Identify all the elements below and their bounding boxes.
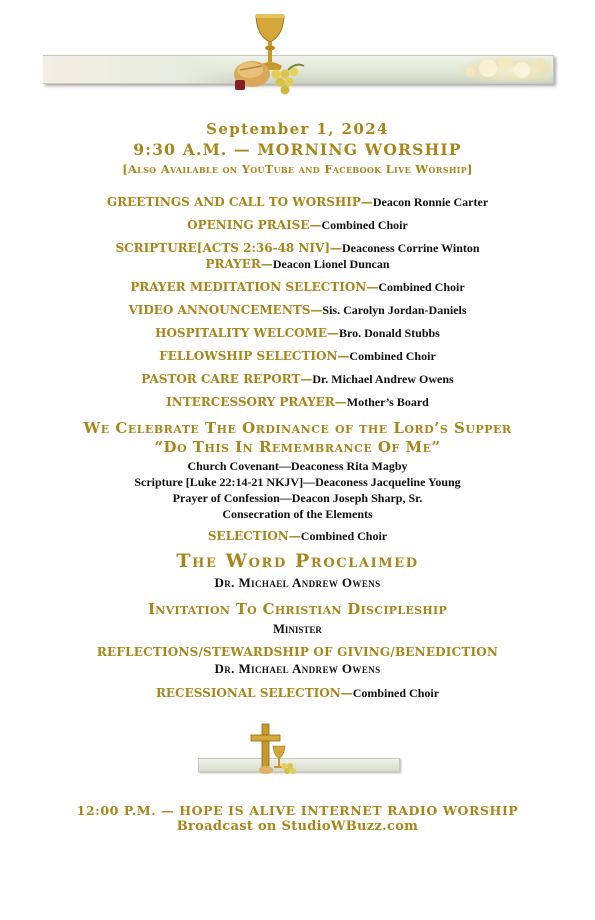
- program-value: Combined Choir: [349, 349, 436, 363]
- program-item-scripture: [0, 241, 595, 256]
- radio-worship: 12:00 P.M. — HOPE IS ALIVE INTERNET RADIO WORSHIP: [76, 803, 519, 818]
- chalice-icon: [256, 14, 284, 70]
- bread-icon: [259, 766, 273, 774]
- program-label: VIDEO ANNOUNCEMENTS—: [128, 303, 323, 317]
- program-item-fellowship: [0, 349, 595, 364]
- program-item-selection: [0, 529, 595, 544]
- program-value: Deacon Lionel Duncan: [272, 257, 390, 271]
- communion-art: [0, 0, 595, 110]
- program-label: FELLOWSHIP SELECTION—: [159, 349, 350, 363]
- program-value: Combined Choir: [352, 686, 440, 700]
- reflections-speaker: Dr. Michael Andrew Owens: [214, 661, 381, 676]
- broadcast-note: Broadcast on StudioWBuzz.com: [176, 819, 419, 834]
- ordinance-subtitle: “Do This In Remembrance Of Me”: [154, 438, 441, 456]
- program-label: GREETINGS AND CALL TO WORSHIP—: [106, 195, 373, 209]
- ordinance-title: We Celebrate The Ordinance of the Lord’s Supper: [83, 419, 512, 437]
- ordinance-item: Consecration of the Elements: [222, 507, 373, 521]
- program-value: Sis. Carolyn Jordan-Daniels: [322, 303, 467, 317]
- program-value: Combined Choir: [378, 280, 465, 294]
- program-label: OPENING PRAISE—: [187, 218, 322, 232]
- ordinance-item: Scripture [Luke 22:14-21 NKJV]—Deaconess Jacqueline Young: [134, 475, 461, 489]
- ordinance-item: Prayer of Confession—Deacon Joseph Sharp, Sr.: [172, 491, 423, 505]
- program-label: PRAYER—: [205, 257, 273, 271]
- program-label: PASTOR CARE REPORT—: [141, 372, 313, 386]
- program-item-meditation: [0, 280, 595, 295]
- service-date: September 1, 2024: [206, 120, 389, 138]
- program-item-pastor-care: [0, 372, 595, 387]
- service-time: 9:30 A.M. — MORNING WORSHIP: [133, 140, 462, 159]
- program-value: Deacon Ronnie Carter: [372, 195, 489, 209]
- reflections-title: REFLECTIONS/STEWARDSHIP OF GIVING/BENEDICTION: [96, 645, 499, 659]
- program-label: SELECTION—: [207, 529, 301, 543]
- ordinance-item: Church Covenant—Deaconess Rita Magby: [187, 459, 408, 473]
- program-value: Dr. Michael Andrew Owens: [312, 372, 454, 386]
- program-item-intercessory: [0, 395, 595, 410]
- program-value: Bro. Donald Stubbs: [339, 326, 440, 340]
- footer-art: [240, 722, 310, 782]
- word-title: The Word Proclaimed: [176, 550, 419, 572]
- invitation-title: Invitation To Christian Discipleship: [147, 600, 448, 618]
- program-item-announcements: [0, 303, 595, 318]
- grapes-icon: [281, 763, 296, 774]
- program-item-recessional: [0, 686, 595, 701]
- program-value: Combined Choir: [300, 529, 388, 543]
- program-label: RECESSIONAL SELECTION—: [155, 686, 353, 700]
- program-label: HOSPITALITY WELCOME—: [155, 326, 340, 340]
- program-item-hospitality: [0, 326, 595, 341]
- program-item-greetings: [0, 195, 595, 210]
- program-value: Deaconess Corrine Winton: [342, 241, 480, 255]
- program-label: INTERCESSORY PRAYER—: [166, 395, 347, 409]
- wine-glass-icon: [235, 80, 245, 90]
- program-value: Combined Choir: [321, 218, 408, 232]
- invitation-speaker: Minister: [273, 622, 322, 636]
- program-item-prayer: [0, 257, 595, 272]
- also-available-note: [Also Available on YouTube and Facebook Live Worship]: [122, 162, 473, 176]
- word-speaker: Dr. Michael Andrew Owens: [214, 575, 381, 590]
- program-label: SCRIPTURE[ACTS 2:36-48 NIV]—: [115, 241, 342, 255]
- program-item-opening-praise: [0, 218, 595, 233]
- program-label: PRAYER MEDITATION SELECTION—: [130, 280, 379, 294]
- flowers-icon: [465, 56, 546, 78]
- program-value: Mother’s Board: [346, 395, 429, 409]
